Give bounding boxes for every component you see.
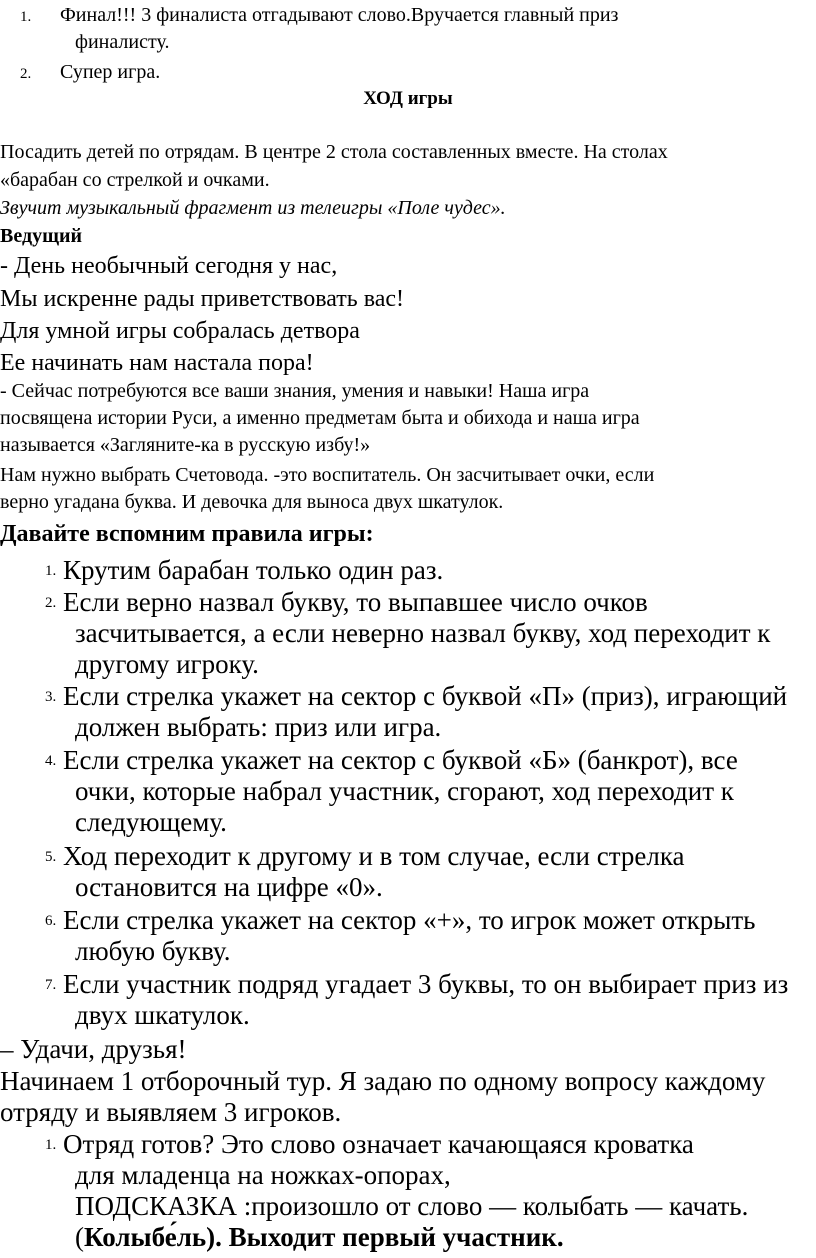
rule-text: Если верно назвал букву, то выпавшее число очков (63, 587, 648, 617)
rule-text: засчитывается, а если неверно назвал букву, ход переходит к (75, 618, 771, 648)
rule-text: Крутим барабан только один раз. (63, 555, 444, 585)
list-number: 1. (20, 9, 32, 25)
rule-text: двух шкатулок. (75, 1000, 250, 1030)
poem-line: Ее начинать нам настала пора! (0, 350, 314, 376)
list-number: 4. (45, 753, 57, 769)
poem-line: Для умной игры собралась детвора (0, 318, 360, 344)
question-text: Отряд готов? Это слово означает качающаяся кроватка (63, 1129, 694, 1159)
rules-heading: Давайте вспомним правила игры: (0, 521, 374, 547)
host-label: Ведущий (0, 225, 83, 247)
round-intro-line: Начинаем 1 отборочный тур. Я задаю по одному вопросу каждому (0, 1066, 766, 1096)
speech-line: называется «Загляните-ка в русскую избу!» (0, 434, 371, 456)
rule-text: остановится на цифре «0». (75, 872, 383, 902)
answer-paren: ( (75, 1222, 84, 1252)
section-heading: ХОД игры (363, 88, 453, 109)
answer-text: Колыбе́ль). Выходит первый участник. (84, 1222, 564, 1252)
list-text: финалисту. (75, 31, 170, 53)
list-number: 6. (45, 913, 57, 929)
speech-line: посвящена истории Руси, а именно предметам быта и обихода и наша игра (0, 407, 640, 429)
good-luck-line: – Удачи, друзья! (0, 1034, 187, 1064)
list-number: 1. (45, 563, 57, 579)
rule-text: Если стрелка укажет на сектор «+», то игрок может открыть (63, 905, 756, 935)
rule-text: очки, которые набрал участник, сгорают, ход переходит к (75, 776, 734, 806)
rule-text: следующему. (75, 807, 227, 837)
speech-line: верно угадана буква. И девочка для выноса двух шкатулок. (0, 491, 504, 513)
hint-text: ПОДСКАЗКА :произошло от слово — колыбать — качать. (75, 1191, 749, 1221)
rule-text: Если стрелка укажет на сектор с буквой «Б» (банкрот), все (63, 745, 738, 775)
rule-text: Если стрелка укажет на сектор с буквой «П» (приз), играющий (63, 681, 788, 711)
rule-text: Если участник подряд угадает 3 буквы, то он выбирает приз из (63, 969, 789, 999)
list-text: Супер игра. (60, 61, 161, 83)
list-number: 1. (45, 1137, 57, 1153)
list-number: 5. (45, 849, 57, 865)
speech-line: Нам нужно выбрать Счетовода. -это воспитатель. Он засчитывает очки, если (0, 464, 655, 486)
list-text: Финал!!! 3 финалиста отгадывают слово.Вручается главный приз (60, 4, 619, 26)
speech-line: - Сейчас потребуются все ваши знания, умения и навыки! Наша игра (0, 380, 590, 402)
rule-text: любую букву. (75, 936, 231, 966)
list-number: 7. (45, 977, 57, 993)
answer-line (75, 1222, 564, 1253)
rule-text: Ход переходит к другому и в том случае, если стрелка (63, 841, 685, 871)
poem-line: Мы искренне рады приветствовать вас! (0, 286, 405, 312)
poem-line: - День необычный сегодня у нас, (0, 253, 338, 279)
rule-text: другому игроку. (75, 649, 259, 679)
stage-direction: Звучит музыкальный фрагмент из телеигры «Поле чудес». (0, 197, 506, 219)
round-intro-line: отряду и выявляем 3 игроков. (0, 1097, 342, 1127)
list-number: 2. (20, 66, 32, 82)
intro-text: «барабан со стрелкой и очками. (0, 169, 270, 191)
list-number: 2. (45, 595, 57, 611)
intro-text: Посадить детей по отрядам. В центре 2 стола составленных вместе. На столах (0, 141, 668, 163)
question-text: для младенца на ножках-опорах, (75, 1160, 451, 1190)
list-number: 3. (45, 689, 57, 705)
rule-text: должен выбрать: приз или игра. (75, 712, 442, 742)
